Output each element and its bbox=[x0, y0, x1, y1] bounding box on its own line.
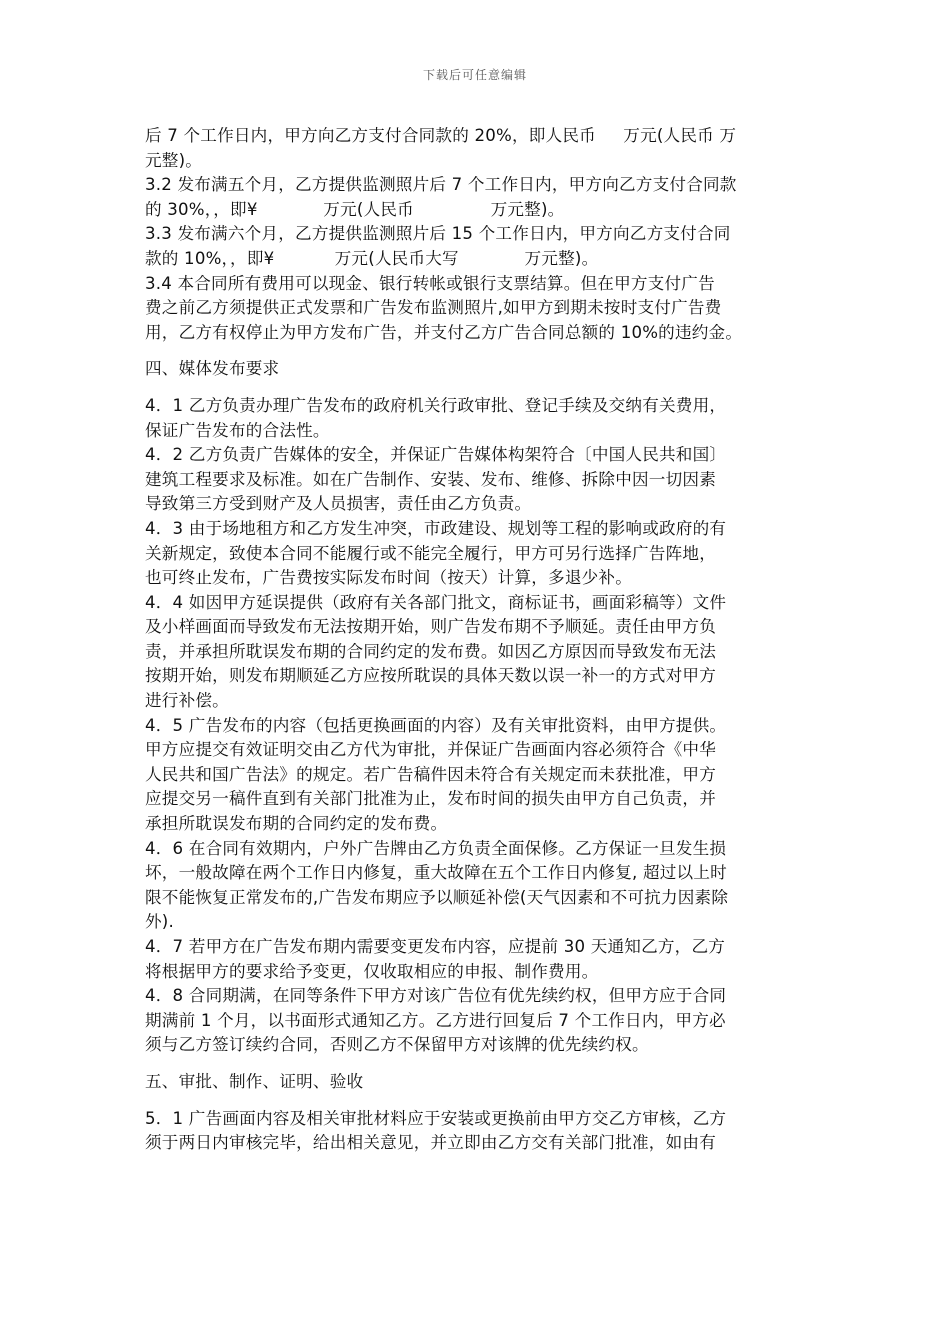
text-line: 进行补偿。 bbox=[145, 691, 229, 711]
text-line: 关新规定，致使本合同不能履行或不能完全履行，甲方可另行选择广告阵地， bbox=[145, 543, 716, 563]
text-line: 责，并承担所耽误发布期的合同约定的发布费。如因乙方原因而导致发布无法 bbox=[145, 641, 716, 661]
text-line: 元整)。 bbox=[145, 150, 203, 170]
text-line: 须于两日内审核完毕，给出相关意见，并立即由乙方交有关部门批准，如由有 bbox=[145, 1133, 716, 1153]
text-line: 导致第三方受到财产及人员损害，责任由乙方负责。 bbox=[145, 494, 532, 514]
text-line: 3.4 本合同所有费用可以现金、银行转帐或银行支票结算。但在甲方支付广告 bbox=[145, 273, 715, 293]
text-line: 将根据甲方的要求给予变更，仅收取相应的申报、制作费用。 bbox=[145, 961, 599, 981]
text-line: 期满前 1 个月，以书面形式通知乙方。乙方进行回复后 7 个工作日内，甲方必 bbox=[145, 1010, 726, 1030]
text-line: 3.2 发布满五个月，乙方提供监测照片后 7 个工作日内，甲方向乙方支付合同款 bbox=[145, 175, 737, 195]
text-line: 应提交另一稿件直到有关部门批准为止，发布时间的损失由甲方自己负责，并 bbox=[145, 789, 716, 809]
text-line: 用，乙方有权停止为甲方发布广告，并支付乙方广告合同总额的 10%的违约金。 bbox=[145, 322, 743, 342]
text-line: 的 30%，，即¥ 万元(人民币 万元整)。 bbox=[145, 199, 565, 219]
text-line: 4．7 若甲方在广告发布期内需要变更发布内容，应提前 30 天通知乙方，乙方 bbox=[145, 937, 726, 956]
page-header: 下载后可任意编辑 bbox=[422, 68, 527, 82]
text-line: 甲方应提交有效证明交由乙方代为审批，并保证广告画面内容必须符合《中华 bbox=[145, 740, 716, 760]
text-line: 4．2 乙方负责广告媒体的安全，并保证广告媒体构架符合〔中国人民共和国〕 bbox=[145, 445, 727, 465]
section-heading: 五、审批、制作、证明、验收 bbox=[145, 1071, 364, 1091]
text-line: 4．6 在合同有效期内，户外广告牌由乙方负责全面保修。乙方保证一旦发生损 bbox=[145, 838, 727, 858]
text-line: 限不能恢复正常发布的,广告发布期应予以顺延补偿(天气因素和不可抗力因素除 bbox=[145, 887, 729, 907]
document-body bbox=[145, 124, 810, 1156]
text-line: 坏，一般故障在两个工作日内修复，重大故障在五个工作日内修复, 超过以上时 bbox=[145, 863, 727, 883]
text-line: 建筑工程要求及标准。如在广告制作、安装、发布、维修、拆除中因一切因素 bbox=[145, 469, 716, 489]
text-line: 保证广告发布的合法性。 bbox=[145, 420, 330, 440]
text-line: 及小样画面而导致发布无法按期开始，则广告发布期不予顺延。责任由甲方负 bbox=[145, 617, 716, 637]
text-line: 须与乙方签订续约合同，否则乙方不保留甲方对该牌的优先续约权。 bbox=[145, 1035, 649, 1055]
text-line: 4．5 广告发布的内容（包括更换画面的内容）及有关审批资料，由甲方提供。 bbox=[145, 715, 727, 735]
text-line: 3.3 发布满六个月，乙方提供监测照片后 15 个工作日内，甲方向乙方支付合同 bbox=[145, 224, 731, 244]
text-line: 4．1 乙方负责办理广告发布的政府机关行政审批、登记手续及交纳有关费用， bbox=[145, 395, 727, 415]
text-line: 外). bbox=[145, 912, 174, 932]
text-line: 后 7 个工作日内，甲方向乙方支付合同款的 20%，即人民币 万元(人民币 万 bbox=[145, 126, 737, 145]
text-line: 4．3 由于场地租方和乙方发生冲突，市政建设、规划等工程的影响或政府的有 bbox=[145, 518, 727, 538]
text-line: 人民共和国广告法》的规定。若广告稿件因未符合有关规定而未获批准，甲方 bbox=[145, 764, 716, 784]
text-line: 4．4 如因甲方延误提供（政府有关各部门批文，商标证书，画面彩稿等）文件 bbox=[145, 592, 727, 612]
text-line: 也可终止发布，广告费按实际发布时间（按天）计算，多退少补。 bbox=[145, 568, 633, 588]
text-line: 4．8 合同期满，在同等条件下甲方对该广告位有优先续约权，但甲方应于合同 bbox=[145, 986, 727, 1006]
text-line: 承担所耽误发布期的合同约定的发布费。 bbox=[145, 814, 448, 834]
text-line: 费之前乙方须提供正式发票和广告发布监测照片,如甲方到期未按时支付广告费 bbox=[145, 298, 722, 318]
section-heading: 四、媒体发布要求 bbox=[145, 359, 280, 379]
text-line: 5．1 广告画面内容及相关审批材料应于安装或更换前由甲方交乙方审核，乙方 bbox=[145, 1108, 727, 1128]
text-line: 款的 10%，，即¥ 万元(人民币大写 万元整)。 bbox=[145, 248, 599, 268]
text-line: 按期开始，则发布期顺延乙方应按所耽误的具体天数以误一补一的方式对甲方 bbox=[145, 666, 716, 686]
